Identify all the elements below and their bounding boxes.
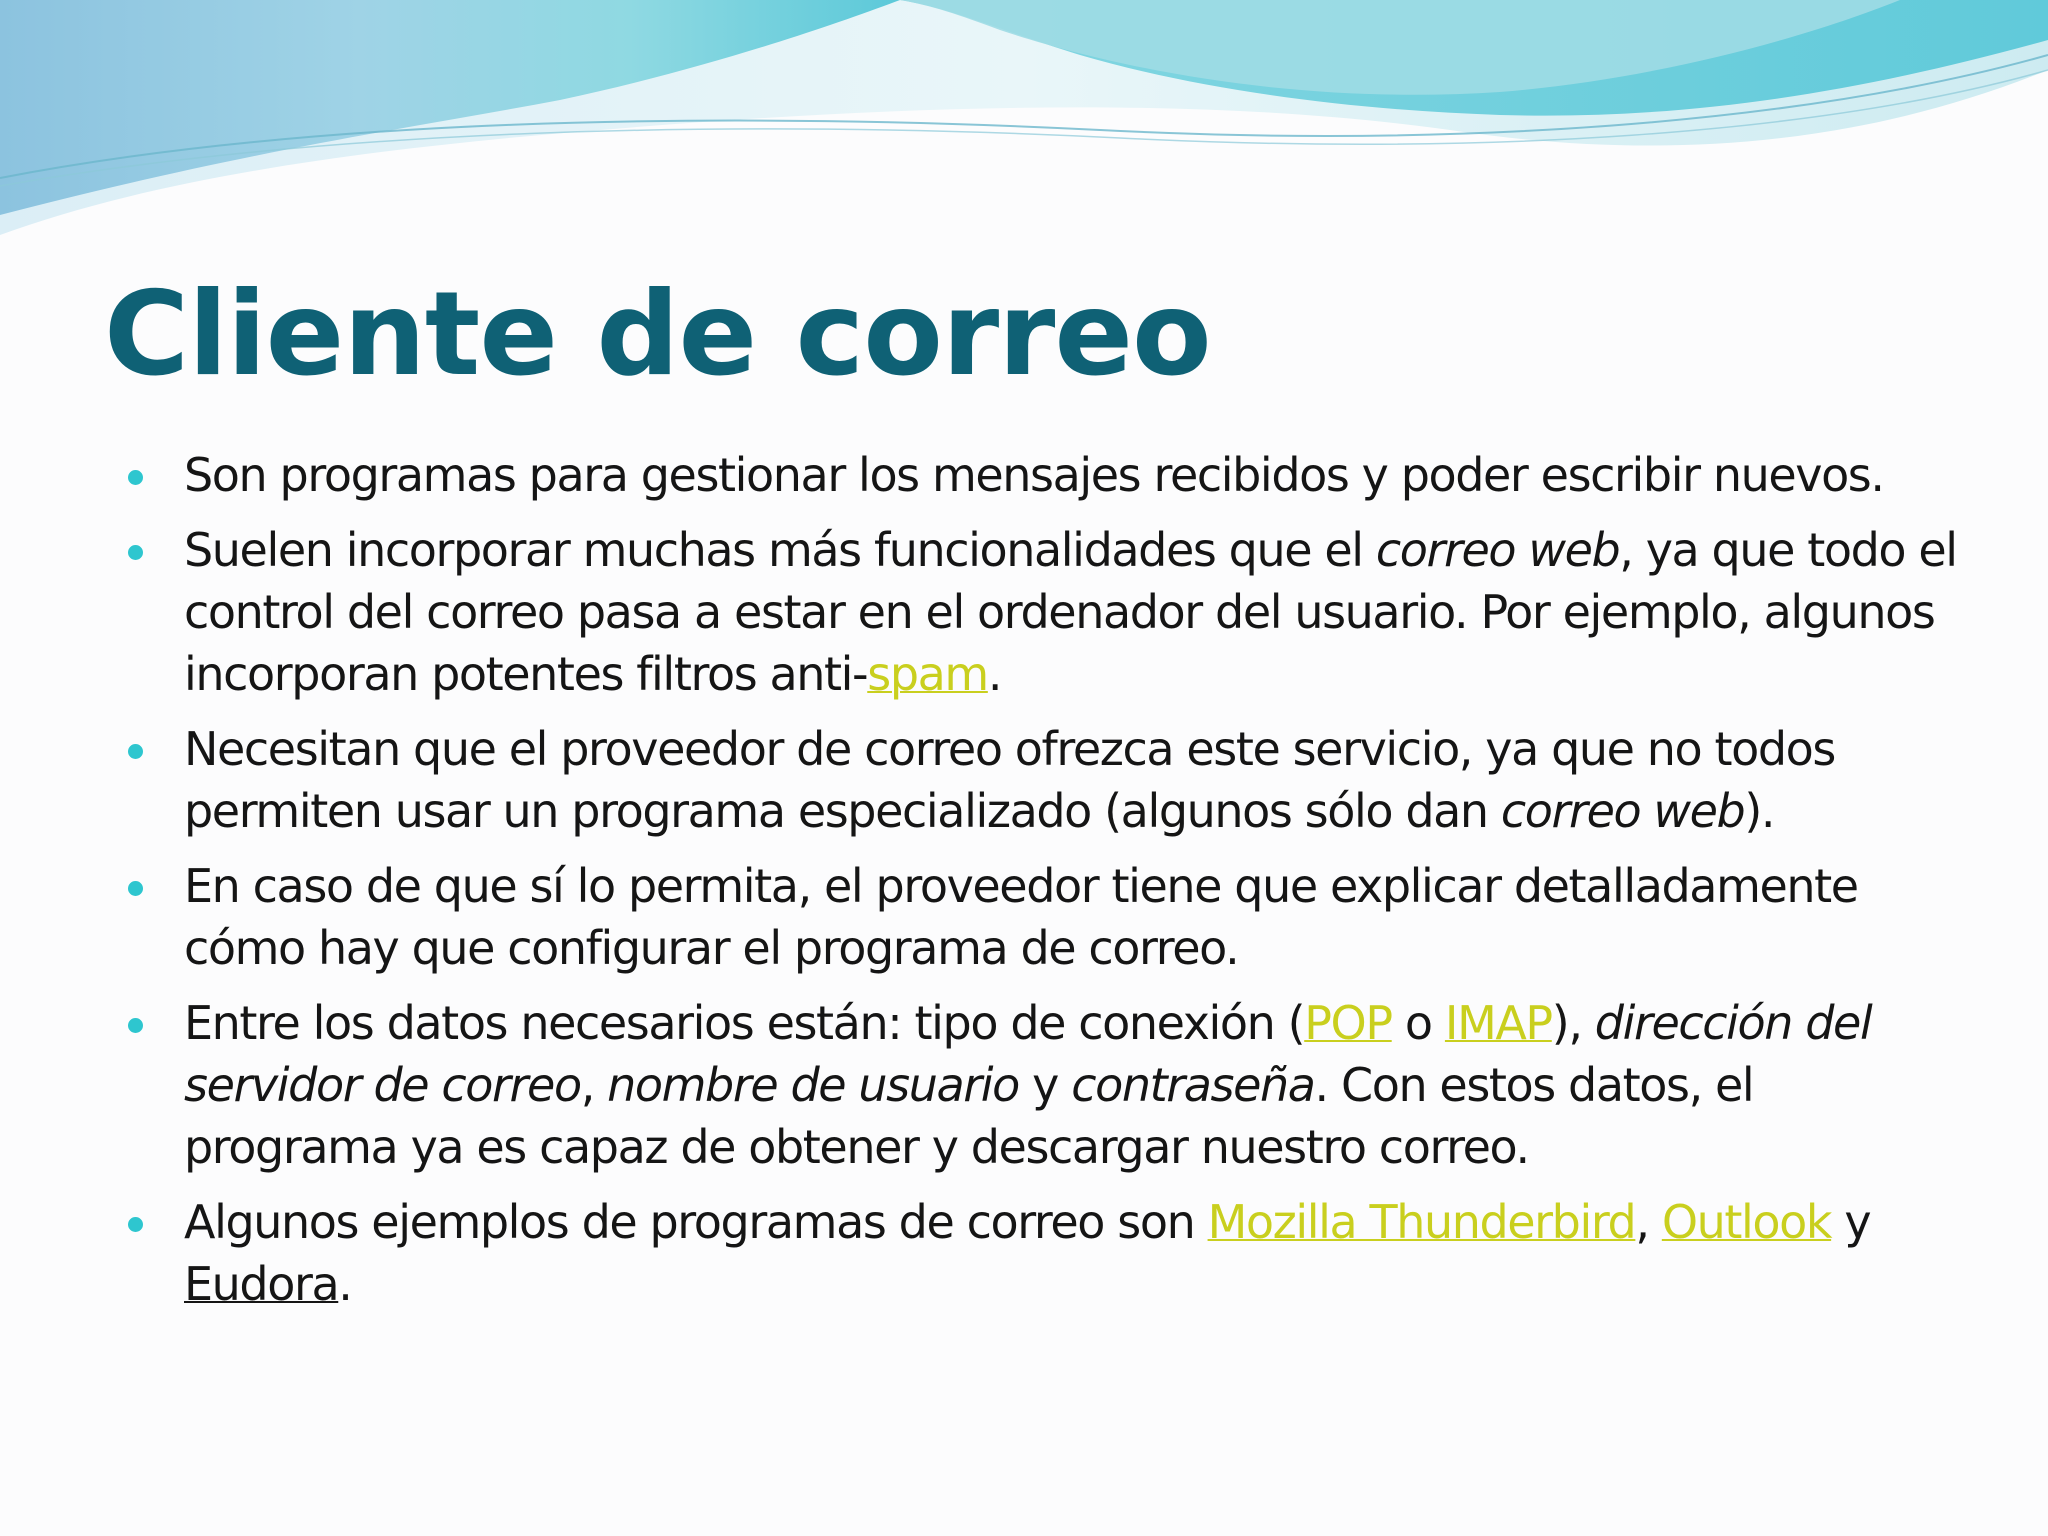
bullet-item [120,992,1960,1178]
bullet-text: Son programas para gestionar los mensajes recibidos y poder escribir nuevos. [184,448,1884,502]
bullet-dot-icon [128,1217,143,1232]
bullet-text: , ya que todo el control del correo pasa a estar en el ordenador del usuario. Por ejemplo, algunos incorporan potentes filtros anti- [184,523,1957,701]
bullet-item [120,718,1960,842]
bullet-text: . [987,647,1002,701]
bullet-text: En caso de que sí lo permita, el proveedor tiene que explicar detalladamente cómo hay que configurar el programa de correo. [184,859,1858,975]
italic-term: dirección del servidor de correo [184,996,1872,1112]
bullet-text: Algunos ejemplos de programas de correo son [184,1195,1208,1249]
bullet-text: ), [1551,996,1595,1050]
bullet-dot-icon [128,881,143,896]
bullet-item [120,1191,1960,1315]
bullet-text: o [1391,996,1445,1050]
bullet-dot-icon [128,545,143,560]
bullet-text: y [1018,1058,1072,1112]
link-mozilla-thunderbird[interactable]: Mozilla Thunderbird [1207,1195,1636,1249]
bullet-text: ). [1744,784,1775,838]
bullet-list [120,444,1960,1328]
bullet-item [120,444,1960,506]
bullet-dot-icon [128,1018,143,1033]
bullet-text: . Con estos datos, el programa ya es capaz de obtener y descargar nuestro correo. [184,1058,1754,1174]
link-outlook[interactable]: Outlook [1661,1195,1832,1249]
slide-title: Cliente de correo [104,267,1211,402]
italic-term: contraseña [1071,1058,1315,1112]
italic-term: correo web [1375,523,1620,577]
link-pop[interactable]: POP [1304,996,1392,1050]
bullet-dot-icon [128,744,143,759]
bullet-item [120,519,1960,705]
bullet-dot-icon [128,470,143,485]
bullet-text: Entre los datos necesarios están: tipo de conexión ( [184,996,1305,1050]
italic-term: nombre de usuario [607,1058,1019,1112]
bullet-text: Necesitan que el proveedor de correo ofrezca este servicio, ya que no todos permiten usar un programa especializado (algunos sólo dan [184,722,1835,838]
link-spam[interactable]: spam [867,647,988,701]
link-eudora[interactable]: Eudora [184,1257,339,1311]
bullet-text: , [580,1058,608,1112]
bullet-text: . [338,1257,352,1311]
bullet-text: y [1831,1195,1871,1249]
bullet-text: , [1635,1195,1662,1249]
wave-header-decoration [0,0,2048,240]
link-imap[interactable]: IMAP [1444,996,1552,1050]
bullet-text: Suelen incorporar muchas más funcionalidades que el [184,523,1376,577]
italic-term: correo web [1500,784,1745,838]
bullet-item [120,855,1960,979]
